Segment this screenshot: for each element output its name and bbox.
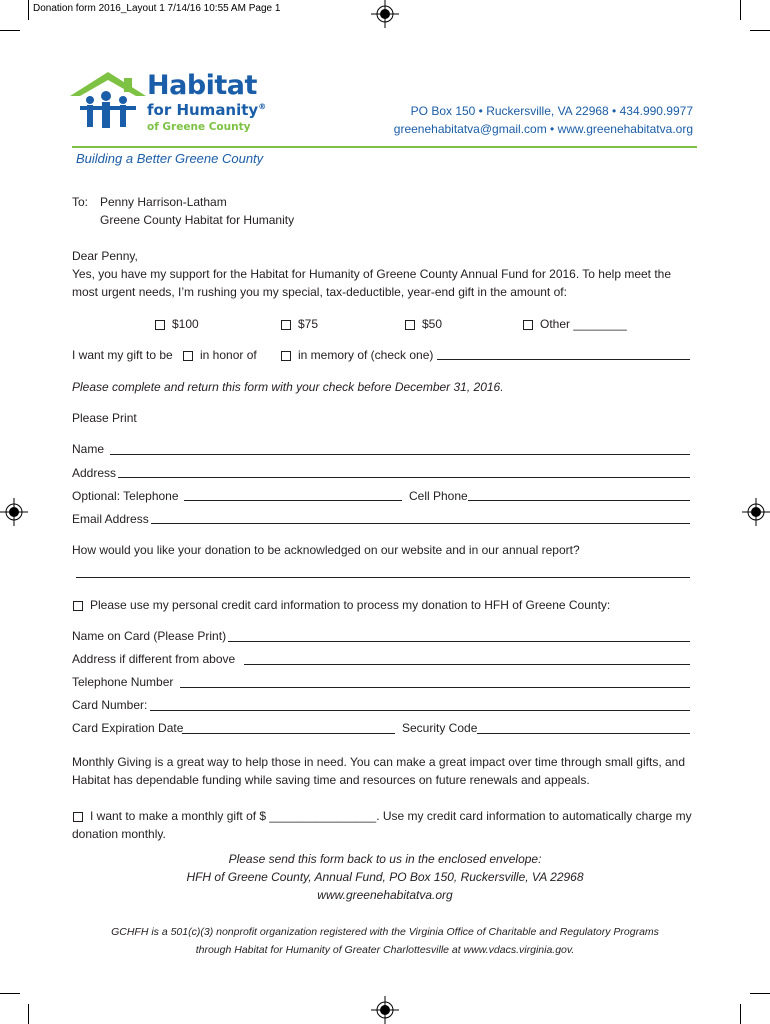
monthly-gift-line-2: donation monthly. <box>72 827 166 841</box>
security-code-label: Security Code <box>402 721 478 735</box>
to-name: Penny Harrison-Latham <box>100 195 227 209</box>
registration-mark-icon <box>371 0 399 28</box>
amount-100-checkbox[interactable] <box>155 320 165 330</box>
return-note: Please complete and return this form with your check before December 31, 2016. <box>72 380 504 394</box>
crop-mark <box>28 1004 29 1024</box>
amount-75-label: $75 <box>298 317 319 331</box>
please-print: Please Print <box>72 411 137 425</box>
registration-mark-icon <box>371 996 399 1024</box>
registered-mark: ® <box>258 102 267 111</box>
contact-address: PO Box 150 • Ruckersville, VA 22968 • 434.990.9977 <box>410 104 693 118</box>
contact-web: greenehabitatva@gmail.com • www.greenehabitatva.org <box>393 122 693 136</box>
logo-habitat: Habitat <box>147 70 257 101</box>
amount-100-label: $100 <box>172 317 199 331</box>
monthly-paragraph-2: Habitat has dependable funding while saving time and resources on future renewals and appeals. <box>72 773 590 787</box>
security-code-field[interactable] <box>477 733 690 734</box>
card-expiration-label: Card Expiration Date <box>72 721 184 735</box>
amount-75-checkbox[interactable] <box>281 320 291 330</box>
crop-mark <box>740 1004 741 1024</box>
card-telephone-label: Telephone Number <box>72 675 174 689</box>
address-label: Address <box>72 466 117 480</box>
registration-mark-icon <box>0 498 28 526</box>
print-slug: Donation form 2016_Layout 1 7/14/16 10:55 AM Page 1 <box>33 3 281 14</box>
logo-of-greene-county: of Greene County <box>147 121 251 133</box>
to-org: Greene County Habitat for Humanity <box>100 213 295 227</box>
address-field[interactable] <box>118 477 690 478</box>
name-field[interactable] <box>110 454 690 455</box>
crop-mark <box>750 993 770 994</box>
email-field[interactable] <box>151 523 690 524</box>
telephone-field[interactable] <box>184 500 402 501</box>
amount-other-label: Other ________ <box>540 317 627 331</box>
footer-line-1: GCHFH is a 501(c)(3) nonprofit organization registered with the Virginia Office of Charitable and Regulatory Programs <box>111 926 659 938</box>
letter-line-1: Yes, you have my support for the Habitat for Humanity of Greene County Annual Fund for 2016. To help meet the <box>72 267 672 281</box>
card-address-label: Address if different from above <box>72 652 236 666</box>
tribute-name-line[interactable] <box>437 359 690 360</box>
letter-line-2: most urgent needs, I’m rushing you my special, tax-deductible, year-end gift in the amount of: <box>72 285 567 299</box>
send-line-1: Please send this form back to us in the enclosed envelope: <box>228 852 542 866</box>
monthly-paragraph-1: Monthly Giving is a great way to help those in need. You can make a great impact over time through small gifts, and <box>72 755 686 769</box>
crop-mark <box>740 0 741 20</box>
cell-phone-label: Cell Phone <box>409 489 468 503</box>
email-label: Email Address <box>72 512 149 526</box>
credit-card-label: Please use my personal credit card information to process my donation to HFH of Greene County: <box>90 598 611 612</box>
acknowledge-field[interactable] <box>76 577 690 578</box>
monthly-gift-checkbox[interactable] <box>73 812 83 822</box>
credit-card-checkbox[interactable] <box>73 601 83 611</box>
cell-phone-field[interactable] <box>468 500 690 501</box>
to-label: To: <box>72 195 89 209</box>
amount-50-checkbox[interactable] <box>405 320 415 330</box>
greeting: Dear Penny, <box>72 249 138 263</box>
send-line-3: www.greenehabitatva.org <box>317 888 453 902</box>
card-expiration-field[interactable] <box>182 733 395 734</box>
telephone-label: Optional: Telephone <box>72 489 179 503</box>
crop-mark <box>0 30 20 31</box>
card-number-label: Card Number: <box>72 698 148 712</box>
crop-mark <box>750 30 770 31</box>
logo-for-humanity <box>147 101 266 119</box>
header-divider <box>72 146 697 148</box>
crop-mark <box>0 993 20 994</box>
in-honor-label: in honor of <box>200 348 257 362</box>
footer-line-2: through Habitat for Humanity of Greater Charlottesville at www.vdacs.virginia.gov. <box>195 944 575 956</box>
tribute-lead: I want my gift to be <box>72 348 173 362</box>
name-label: Name <box>72 442 105 456</box>
card-number-field[interactable] <box>150 710 690 711</box>
amount-other-checkbox[interactable] <box>523 320 533 330</box>
in-memory-label: in memory of (check one) <box>298 348 434 362</box>
card-name-field[interactable] <box>228 641 690 642</box>
amount-50-label: $50 <box>422 317 443 331</box>
card-telephone-field[interactable] <box>180 687 690 688</box>
monthly-gift-line-1: I want to make a monthly gift of $ ________________. Use my credit card information to automatically charge my <box>90 809 692 823</box>
in-honor-checkbox[interactable] <box>183 351 193 361</box>
crop-mark <box>28 0 29 20</box>
acknowledge-question: How would you like your donation to be acknowledged on our website and in our annual report? <box>72 543 580 557</box>
card-name-label: Name on Card (Please Print) <box>72 629 227 643</box>
habitat-house-logo-icon <box>68 70 148 134</box>
tagline: Building a Better Greene County <box>76 151 264 166</box>
logo-for-humanity-text: for Humanity <box>147 101 259 119</box>
in-memory-checkbox[interactable] <box>281 351 291 361</box>
registration-mark-icon <box>742 498 770 526</box>
card-address-field[interactable] <box>244 664 690 665</box>
send-line-2: HFH of Greene County, Annual Fund, PO Box 150, Ruckersville, VA 22968 <box>186 870 584 884</box>
